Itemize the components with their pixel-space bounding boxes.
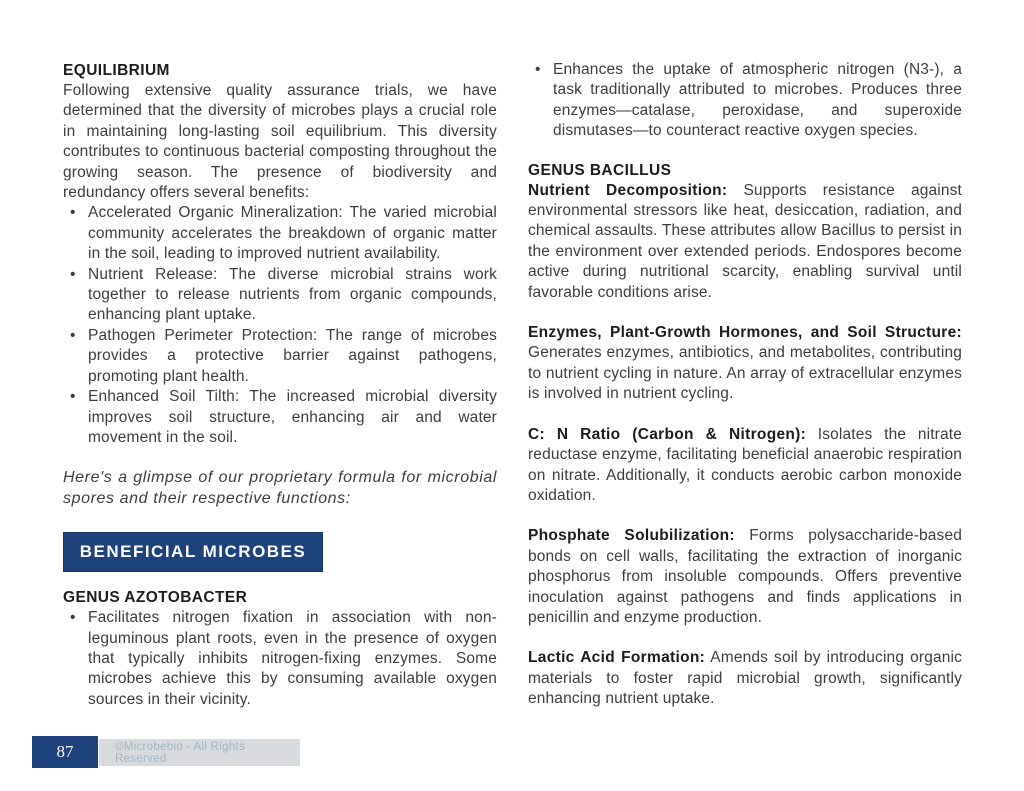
- bacillus-paragraph: [528, 648, 962, 709]
- paragraph-lead: Enzymes, Plant-Growth Hormones, and Soil Structure:: [528, 324, 962, 342]
- paragraph-text: Generates enzymes, antibiotics, and metabolites, contributing to nutrient cycling in nature. An array of extracellular enzymes is involved in nutrient cycling.: [528, 344, 962, 403]
- paragraph-text: Amends soil by introducing organic materials to foster rapid microbial growth, significantly enhancing nutrient uptake.: [528, 649, 962, 708]
- paragraph-lead: Lactic Acid Formation:: [528, 649, 706, 667]
- banner-label: BENEFICIAL MICROBES: [79, 541, 307, 561]
- list-item: • Nutrient Release: The diverse microbial strains work together to release nutrients from organic compounds, enhancing plant uptake.: [63, 265, 497, 326]
- proprietary-formula-note: Here's a glimpse of our proprietary formula for microbial spores and their respective functions:: [63, 469, 497, 507]
- left-column: [63, 60, 497, 710]
- paragraph-lead: C: N Ratio (Carbon & Nitrogen):: [528, 425, 807, 443]
- list-item: • Facilitates nitrogen fixation in association with non-leguminous plant roots, even in the presence of oxygen that typically inhibits nitrogen-fixing enzymes. Some microbes achieve this by consuming available oxygen sources in their vicinity.: [63, 608, 497, 710]
- page-number: 87: [56, 742, 74, 761]
- bacillus-paragraph: [528, 425, 962, 507]
- beneficial-microbes-banner: [63, 532, 323, 572]
- bacillus-paragraph: [528, 181, 962, 303]
- azotobacter-list-right: [528, 60, 962, 142]
- right-column: [528, 60, 962, 710]
- page-number-box: [32, 736, 98, 768]
- copyright-text: ©Microbebio - All Rights Reserved: [115, 740, 246, 765]
- section-heading-genus-azotobacter: GENUS AZOTOBACTER: [63, 589, 248, 607]
- paragraph-lead: Phosphate Solubilization:: [528, 527, 735, 545]
- equilibrium-benefits-list: [63, 203, 497, 448]
- paragraph-text: Forms polysaccharide-based bonds on cell walls, facilitating the extraction of inorganic phosphorus from insoluble compounds. Offers preventive inoculation against pathogens and finds applications in penicillin and enzyme production.: [528, 527, 962, 626]
- bacillus-paragraph: [528, 526, 962, 628]
- list-item: • Enhanced Soil Tilth: The increased microbial diversity improves soil structure, enhancing air and water movement in the soil.: [63, 387, 497, 448]
- list-item: • Enhances the uptake of atmospheric nitrogen (N3-), a task traditionally attributed to microbes. Produces three enzymes—catalase, peroxidase, and superoxide dismutases—to counteract reactive oxygen species.: [528, 60, 962, 142]
- copyright-bar: [99, 739, 300, 766]
- equilibrium-intro-paragraph: Following extensive quality assurance trials, we have determined that the diversity of microbes plays a crucial role in maintaining long-lasting soil equilibrium. This diversity contributes to continuous bacterial composting throughout the growing season. The presence of biodiversity and redundancy offers several benefits:: [63, 82, 497, 202]
- paragraph-lead: Nutrient Decomposition:: [528, 181, 728, 199]
- list-item: • Accelerated Organic Mineralization: The varied microbial community accelerates the breakdown of organic matter in the soil, leading to improved nutrient availability.: [63, 203, 497, 264]
- section-heading-equilibrium: EQUILIBRIUM: [63, 62, 170, 79]
- section-heading-genus-bacillus: GENUS BACILLUS: [528, 161, 672, 179]
- paragraph-text: Supports resistance against environmental stressors like heat, desiccation, radiation, and chemical assaults. These attributes allow Bacillus to persist in the environment over extended periods. Endospores become active during nutritional scarcity, enabling survival until favorable conditions arise.: [528, 181, 962, 301]
- azotobacter-list-left: [63, 608, 497, 710]
- list-item: • Pathogen Perimeter Protection: The range of microbes provides a protective barrier against pathogens, promoting plant health.: [63, 326, 497, 387]
- paragraph-text: Isolates the nitrate reductase enzyme, facilitating beneficial anaerobic respiration on nitrate. Additionally, it conducts aerobic carbon monoxide oxidation.: [528, 425, 962, 504]
- bacillus-paragraph: [528, 323, 962, 405]
